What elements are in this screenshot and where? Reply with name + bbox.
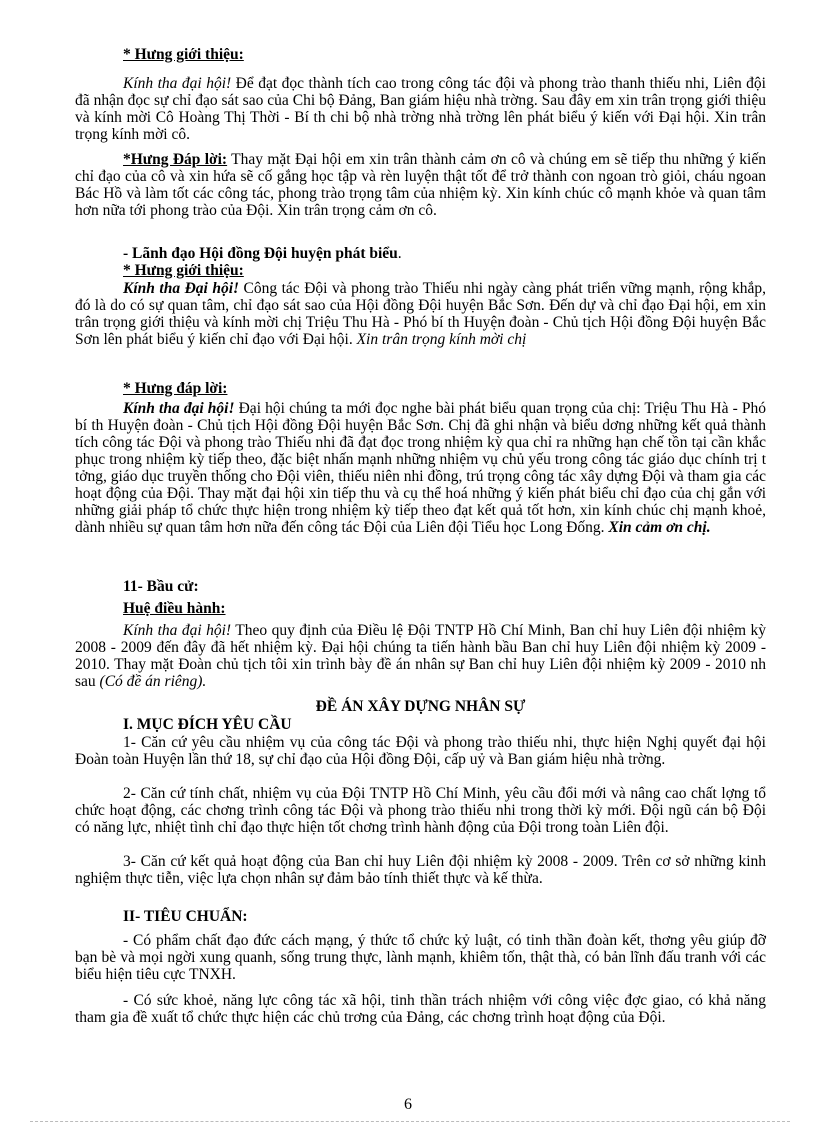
reply-heading-2: * Hưng đáp lời:	[123, 380, 228, 397]
greeting: Kính tha đại hội!	[123, 400, 235, 417]
page-number: 6	[404, 1096, 412, 1113]
criteria-2: - Có sức khoẻ, năng lực công tác xã hội, tinh thần trách nhiệm với công việc đợc giao, có khả năng tham gia đề xuất tổ chức thực hiện các chủ trơng của Đảng, các chơng trình hoạt động của Đội.	[75, 992, 766, 1026]
section-11-title: 11- Bầu cử:	[123, 578, 199, 595]
plan-item-1: 1- Căn cứ yêu cầu nhiệm vụ của công tác Đội và phong trào thiếu nhi, thực hiện Nghị quyết đại hội Đoàn toàn Huyện lần thứ 18, sự chỉ đạo của Hội đồng Đội, cấp uỷ và Ban giám hiệu nhà trờng.	[75, 734, 766, 768]
plan-item-3: 3- Căn cứ kết quả hoạt động của Ban chỉ huy Liên đội nhiệm kỳ 2008 - 2009. Trên cơ sở những kinh nghiệm thực tiễn, việc lựa chọn nhân sự đảm bảo tính thiết thực và kế thừa.	[75, 853, 766, 887]
intro-heading-2: * Hưng giới thiệu:	[123, 262, 244, 279]
greeting: Kính tha Đại hội!	[123, 280, 240, 297]
section-title: - Lãnh đạo Hội đồng Đội huyện phát biểu.	[123, 245, 402, 262]
reply-heading: *Hưng Đáp lời:	[123, 151, 228, 168]
intro-heading: * Hưng giới thiệu:	[123, 46, 244, 63]
intro-paragraph: Kính tha đại hội! Để đạt đọc thành tích cao trong công tác đội và phong trào thanh thiếu nhi, Liên đội đã nhận đọc sự chỉ đạo sát sao của Chi bộ Đảng, Ban giám hiệu nhà trờng. Sau đây em xin trân trọng giới thiệu và kính mời Cô Hoàng Thị Thời - Bí th chi bộ nhà trờng nhà trờng lên phát biểu ý kiến với Đại hội. Xin trân trọng kính mời cô.	[75, 75, 766, 143]
criteria-1: - Có phẩm chất đạo đức cách mạng, ý thức tổ chức kỷ luật, có tinh thần đoàn kết, thơng yêu giúp đỡ bạn bè và mọi ngời xung quanh, sống trung thực, lành mạnh, khiêm tốn, thật thà, có bản lĩnh đấu tranh với các biểu hiện tiêu cực TNXH.	[75, 932, 766, 983]
plan-section-1: I. MỤC ĐÍCH YÊU CẦU	[123, 716, 292, 733]
reply-paragraph-2: Kính tha đại hội! Đại hội chúng ta mới đọc nghe bài phát biểu quan trọng của chị: Triệu Thu Hà - Phó bí th Huyện đoàn - Chủ tịch Hội đồng Đội huyện Bắc Sơn. Chị đã ghi nhận và biểu dơng những kết quả thành tích công tác Đội và phong trào Thiếu nhi đã đạt đọc trong nhiệm kỳ qua chỉ ra những hạn chế tồn tại cần khắc phục trong nhiệm kỳ tiếp theo, đặc biệt nhấn mạnh những nhiệm vụ chủ yếu trong công tác giáo dục chính trị t tởng, giáo dục truyền thống cho Đội viên, thiếu niên nhi đồng, trú trọng công tác xây dựng Đội và tham gia các hoạt động của Đội. Thay mặt đại hội xin tiếp thu và cụ thể hoá những ý kiến phát biểu chỉ đạo của chị gắn với những giải pháp tổ chức thực hiện trong nhiệm kỳ tiếp theo đạt kết quả tốt hơn, xin kính chúc chị mạnh khoẻ, dành nhiều sự quan tâm hơn nữa đến công tác Đội của Liên đội Tiểu học Long Đống. Xin cảm ơn chị.	[75, 400, 767, 536]
greeting: Kính tha đại hội!	[123, 75, 232, 92]
greeting: Kính tha đại hội!	[123, 622, 232, 639]
intro-paragraph-2: Kính tha Đại hội! Công tác Đội và phong trào Thiếu nhi ngày càng phát triển vững mạnh, rộng khắp, đó là do có sự quan tâm, chỉ đạo sát sao của Hội đồng Đội huyện Bắc Sơn. Đến dự và chỉ đạo Đại hội, em xin trân trọng giới thiệu và kính mời chị Triệu Thu Hà - Phó bí th Huyện đoàn - Chủ tịch Hội đồng Đội huyện Bắc Sơn lên phát biểu ý kiến chỉ đạo với Đại hội. Xin trân trọng kính mời chị	[75, 280, 766, 348]
plan-title: ĐỀ ÁN XÂY DỰNG NHÂN SỰ	[315, 698, 526, 715]
election-paragraph: Kính tha đại hội! Theo quy định của Điều lệ Đội TNTP Hồ Chí Minh, Ban chỉ huy Liên đội nhiệm kỳ 2008 - 2009 đến đây đã hết nhiệm kỳ. Đại hội chúng ta tiến hành bầu Ban chỉ huy Liên đội nhiệm kỳ 2009 - 2010. Thay mặt Đoàn chủ tịch tôi xin trình bày đề án nhân sự Ban chỉ huy Liên đội nhiệm kỳ 2009 - 2010 nh sau (Có đề án riêng).	[75, 622, 766, 690]
reply-paragraph: *Hưng Đáp lời: Thay mặt Đại hội em xin trân thành cảm ơn cô và chúng em sẽ tiếp thu những ý kiến chỉ đạo của cô và xin hứa sẽ cố gắng học tập và rèn luyện thật tốt để trở thành con ngoan trò giỏi, cháu ngoan Bác Hồ và làm tốt các công tác, phong trào trọng tâm của nhiệm kỳ. Xin kính chúc cô mạnh khỏe và quan tâm hơn nữa tới phong trào của Đội. Xin trân trọng cảm ơn cô.	[75, 151, 766, 219]
footer-divider	[30, 1121, 790, 1122]
plan-section-2: II- TIÊU CHUẨN:	[123, 908, 248, 925]
moderator-heading: Huệ điều hành:	[123, 600, 226, 617]
plan-item-2: 2- Căn cứ tính chất, nhiệm vụ của Đội TNTP Hồ Chí Minh, yêu cầu đổi mới và nâng cao chất lợng tổ chức hoạt động, các chơng trình công tác Đội và phong trào thiếu nhi trong thời kỳ mới. Đội ngũ cán bộ Đội có năng lực, nhiệt tình chỉ đạo thực hiện tốt chơng trình hành động của Đội trong toàn Liên đội.	[75, 785, 766, 836]
